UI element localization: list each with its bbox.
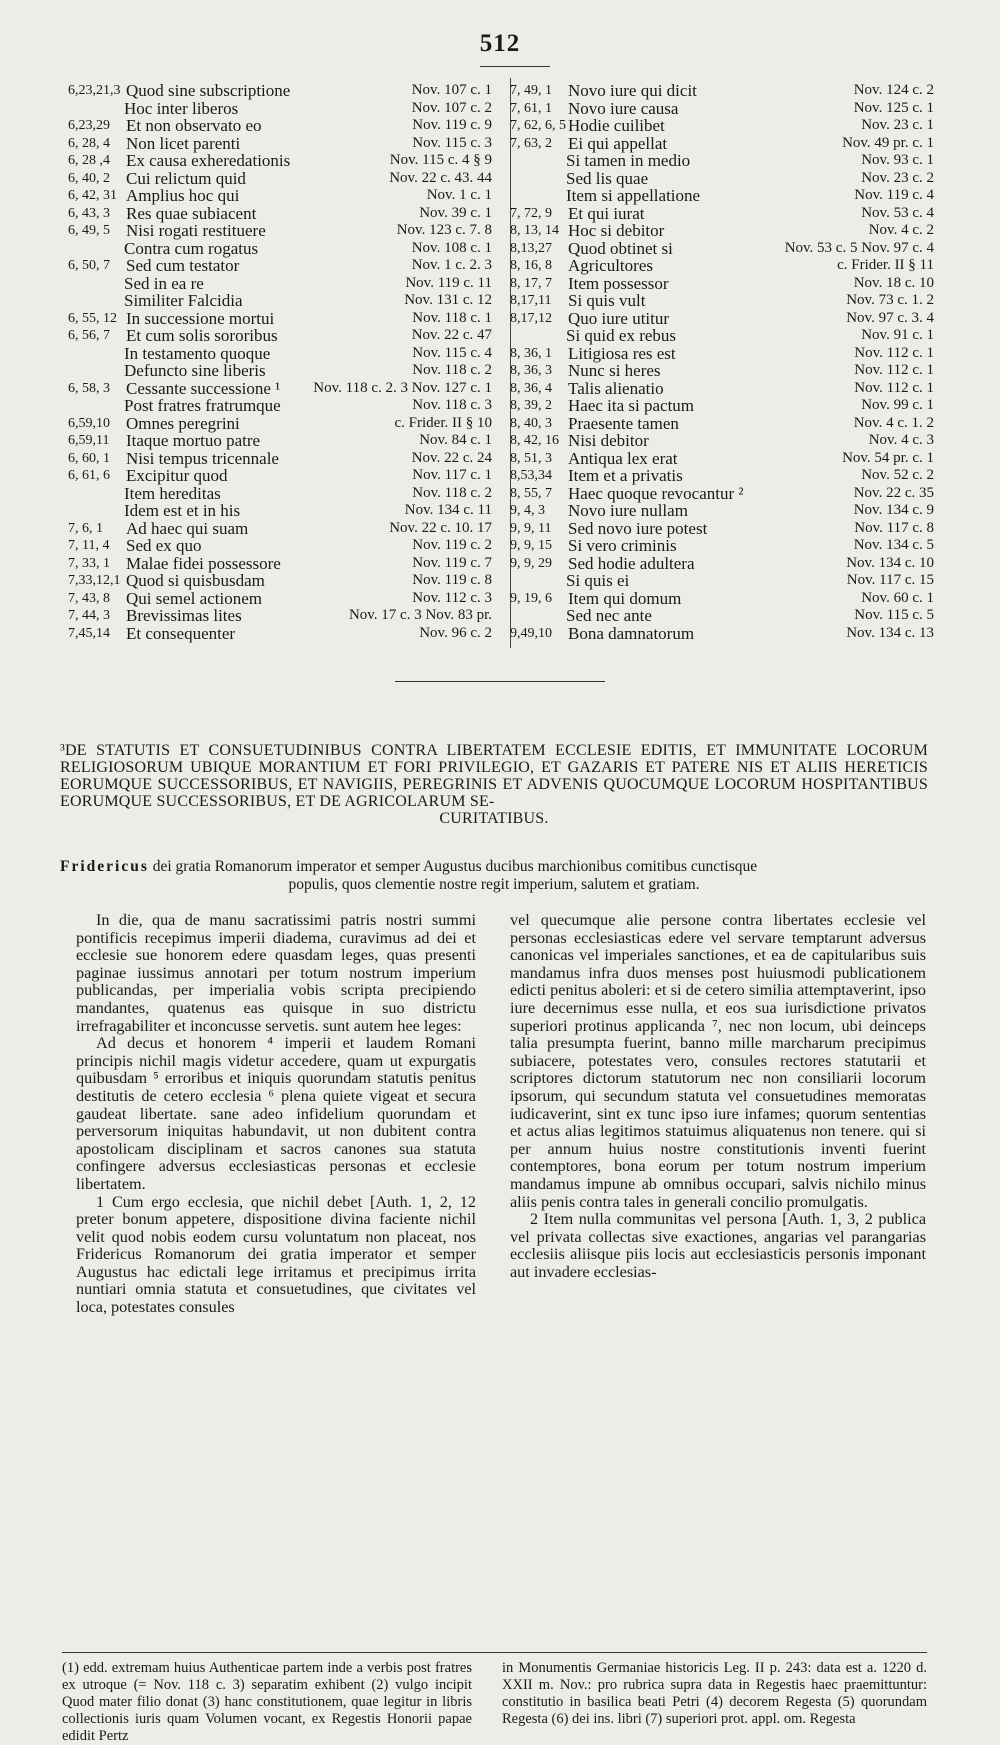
index-row [510,415,934,433]
index-ref: 7,45,14 [68,625,110,641]
index-left-column [68,82,492,642]
index-ref: 6, 61, 6 [68,468,110,483]
index-ref: 7, 49, 1 [510,83,552,98]
body-left-column [76,912,476,1317]
index-ref: 6,23,29 [68,118,110,133]
index-row [510,572,934,590]
index-row [510,310,934,328]
index-phrase: Sed lis quae [566,168,649,188]
salutation-sender: Fridericus [60,858,149,875]
index-ref: 8,17,12 [510,310,552,326]
index-phrase: Nisi rogati restituere [126,221,266,240]
index-phrase: Si quis ei [566,571,630,590]
index-novella-ref: Nov. 118 c. 1 [412,309,492,326]
index-novella-ref: Nov. 49 pr. c. 1 [842,134,934,151]
index-right-column [510,82,934,642]
index-row [68,292,492,310]
index-row [68,257,492,275]
index-novella-ref: Nov. 112 c. 1 [854,379,934,396]
index-row [510,362,934,380]
index-ref: 6, 60, 1 [68,450,110,466]
index-ref: 8,17,11 [510,293,552,308]
index-row [68,520,492,538]
index-novella-ref: Nov. 91 c. 1 [861,327,934,343]
index-ref: 9, 9, 11 [510,520,552,536]
index-novella-ref: Nov. 53 c. 5 Nov. 97 c. 4 [784,239,934,256]
index-novella-ref: Nov. 17 c. 3 Nov. 83 pr. [348,607,492,623]
index-row [510,100,934,118]
index-row [510,257,934,275]
index-phrase: Sed cum testator [126,256,240,275]
index-phrase: Antiqua lex erat [568,448,678,468]
index-ref: 8, 13, 14 [510,223,559,238]
index-ref: 8, 36, 1 [510,345,552,361]
section-heading [60,742,928,827]
index-row [510,187,934,205]
index-row [68,152,492,170]
index-ref: 8, 17, 7 [510,275,552,291]
index-phrase: Similiter Falcidia [124,291,243,310]
index-ref: 7, 43, 8 [68,590,110,606]
index-novella-ref: Nov. 23 c. 1 [861,117,934,133]
index-novella-ref: Nov. 118 c. 3 [412,397,492,413]
index-ref: 7, 6, 1 [68,520,103,536]
index-novella-ref: Nov. 22 c. 43. 44 [389,169,492,186]
index-phrase: In successione mortui [126,308,275,328]
index-phrase: Amplius hoc qui [126,186,240,205]
index-row [68,397,492,415]
index-phrase: Sed ex quo [126,536,202,555]
index-novella-ref: Nov. 22 c. 47 [411,327,492,343]
index-novella-ref: Nov. 53 c. 4 [861,204,934,221]
index-ref: 8, 42, 16 [510,433,559,448]
index-phrase: Idem est et in his [124,501,241,520]
index-row [68,310,492,328]
index-novella-ref: Nov. 22 c. 10. 17 [389,519,492,536]
index-novella-ref: Nov. 134 c. 11 [404,502,492,518]
index-phrase: Item hereditas [124,483,221,503]
index-phrase: Si tamen in medio [566,151,691,170]
index-novella-ref: Nov. 131 c. 12 [404,292,492,308]
index-row [510,450,934,468]
index-novella-ref: Nov. 119 c. 2 [412,537,492,553]
index-novella-ref: c. Frider. II § 10 [394,414,492,431]
index-row [68,380,492,398]
index-ref: 8, 40, 3 [510,415,552,431]
index-ref: 6, 55, 12 [68,310,117,326]
index-novella-ref: Nov. 134 c. 10 [846,554,934,571]
index-row [68,82,492,100]
index-row [510,135,934,153]
heading-last-line: CURITATIBUS. [439,810,549,827]
index-ref: 9, 19, 6 [510,590,552,606]
index-ref: 6, 40, 2 [68,170,110,186]
index-novella-ref: Nov. 1 c. 2. 3 [411,257,492,273]
index-row [68,275,492,293]
index-row [68,485,492,503]
index-phrase: Excipitur quod [126,466,228,485]
index-phrase: Defuncto sine liberis [124,361,266,380]
index-row [510,345,934,363]
index-row [510,327,934,345]
index-novella-ref: Nov. 22 c. 35 [853,484,934,501]
index-row [68,450,492,468]
index-phrase: Nisi debitor [568,431,649,450]
index-phrase: Item si appellatione [566,186,701,205]
index-phrase: Haec quoque revocantur ² [568,483,744,503]
index-novella-ref: Nov. 117 c. 15 [846,572,934,588]
index-row [68,432,492,450]
index-novella-ref: Nov. 119 c. 8 [412,572,492,588]
index-ref: 7, 63, 2 [510,135,552,151]
index-row [510,205,934,223]
index-novella-ref: Nov. 1 c. 1 [426,187,492,203]
index-phrase: Non licet parenti [126,133,241,153]
index-novella-ref: Nov. 119 c. 11 [405,274,492,291]
index-phrase: Res quae subiacent [126,203,257,223]
index-ref: 7, 72, 9 [510,205,552,221]
index-ref: 6, 28, 4 [68,135,110,151]
index-row [68,222,492,240]
index-novella-ref: Nov. 4 c. 2 [868,222,934,238]
index-novella-ref: Nov. 107 c. 1 [411,82,492,98]
body-paragraph: In die, qua de manu sacratissimi patris nostri summi pontificis recepimus imperii diadema, curavimus ad dei et ecclesie sue honorem edere quasdam leges, quas presenti paginae iussimus annotari per totum nostrum imperium publicandas, per imperialia vobis scripta precipiendo mandantes, quatenus eas quisque in suo districtu irrefragabiliter et inconcusse servetis. sunt autem hee leges: [76,911,476,1035]
index-phrase: Sed hodie adultera [568,553,695,573]
index-ref: 8, 51, 3 [510,450,552,466]
index-row [510,240,934,258]
index-novella-ref: Nov. 119 c. 7 [412,554,492,571]
salutation-text: dei gratia Romanorum imperator et semper Augustus ducibus marchionibus comitibus cunctisque [152,858,758,875]
index-ref: 9, 9, 15 [510,538,552,553]
index-phrase: Novo iure qui dicit [568,81,697,100]
index-phrase: Itaque mortuo patre [126,431,261,450]
footnote-text: (1) edd. extremam huius Authenticae partem inde a verbis post fratres ex utroque (= Nov. 118 c. 3) separatim exhibent (2) vulgo incipit Quod mater filio donat (3) hanc constitutionem, quae legitur in libris collectionis iuris quam Volumen vocant, ex Regestis Honorii papae edidit Pertz [62,1660,472,1744]
body-paragraph: Ad decus et honorem ⁴ imperii et laudem Romani principis nichil magis videtur accedere, quam ut expurgatis quibusdam ⁵ erroribus et iniquis quorundam statutis penitus destitutis de cetero ecclesia ⁶ plena quiete vigeat et secura gaudeat libertate. sane adeo infidelium quorundam et perversorum iniquitas habundavit, ut non dubitent contra apostolicam disciplinam et sacros canones sua statuta confingere adversus ecclesiasticas personas et ecclesie libertatem. [76,1034,476,1193]
index-ref: 9, 4, 3 [510,503,545,518]
index-row [68,345,492,363]
index-phrase: Cui relictum quid [126,168,246,188]
index-row [68,590,492,608]
index-phrase: In testamento quoque [124,343,271,363]
index-ref: 7,33,12,1 [68,573,121,588]
index-novella-ref: Nov. 39 c. 1 [419,204,492,221]
index-row [68,187,492,205]
index-row [68,415,492,433]
index-ref: 8, 36, 3 [510,363,552,378]
index-ref: 9,49,10 [510,625,552,641]
footnotes-left [62,1660,472,1745]
index-phrase: Si vero criminis [568,536,677,555]
index-phrase: Item possessor [568,273,669,293]
index-row [510,170,934,188]
index-novella-ref: Nov. 115 c. 3 [412,134,492,151]
index-ref: 6,59,11 [68,433,110,448]
index-novella-ref: Nov. 112 c. 1 [854,362,934,378]
index-phrase: Item qui domum [568,588,682,608]
index-phrase: Et non observato eo [126,116,262,135]
index-phrase: Hoc si debitor [568,221,665,240]
index-novella-ref: Nov. 99 c. 1 [861,397,934,413]
index-row [510,82,934,100]
index-phrase: Malae fidei possessore [126,553,281,573]
index-row [68,467,492,485]
index-novella-ref: Nov. 125 c. 1 [853,99,934,116]
index-novella-ref: Nov. 107 c. 2 [411,99,492,116]
index-ref: 6,23,21,3 [68,83,121,98]
index-phrase: Cessante successione ¹ [126,378,281,398]
index-row [510,555,934,573]
index-novella-ref: Nov. 117 c. 8 [854,519,934,536]
index-phrase: Ei qui appellat [568,133,668,153]
index-phrase: Quod si quisbusdam [126,571,265,590]
index-ref: 8,53,34 [510,468,552,483]
index-ref: 6, 56, 7 [68,328,110,343]
index-phrase: Qui semel actionem [126,588,262,608]
index-ref: 6, 49, 5 [68,223,110,238]
index-phrase: Si quis vult [568,291,646,310]
index-row [510,537,934,555]
index-row [68,625,492,643]
index-phrase: Si quid ex rebus [566,326,677,345]
heading-main: ³DE STATUTIS ET CONSUETUDINIBUS CONTRA LIBERTATEM ECCLESIE EDITIS, ET IMMUNITATE LOCORUM RELIGIOSORUM UBIQUE MORANTIUM ET FORI PRIVILEGIO, ET GAZARIS ET PATERE NIS ET ALIIS HERETICIS EORUMQUE SUCCESSORIBUS, ET NAVIGIIS, PEREGRINIS ET ADVENIS QUOCUMQUE LOCORUM HOSPITANTIBUS EORUMQUE SUCCESSORIBUS, ET DE AGRICOLARUM SE- [60,742,928,810]
index-row [510,222,934,240]
index-phrase: Novo iure causa [568,98,679,118]
index-novella-ref: Nov. 115 c. 4 § 9 [389,152,492,168]
body-paragraph: 2 Item nulla communitas vel persona [Auth. 1, 3, 2 publica vel privata collectas sive exactiones, angarias vel parangarias ecclesiis aliisque piis locis aut ecclesiasticis personis imponant aut invadere ecclesias- [510,1210,926,1281]
index-ref: 7, 33, 1 [68,555,110,571]
index-row [68,555,492,573]
index-phrase: Agricultores [568,256,653,275]
index-novella-ref: Nov. 134 c. 5 [853,537,934,553]
index-row [510,117,934,135]
index-novella-ref: Nov. 73 c. 1. 2 [846,292,934,308]
footnote-text: in Monumentis Germaniae historicis Leg. II p. 243: data est a. 1220 d. XXII m. Nov.: pro rubrica supra data in Regestis haec praemittuntur: constitutio in basilica beati Petri (4) decorem Regesta (5) quorundam Regesta (6) dei ins. libri (7) superiori prot. appl. om. Regesta [502,1660,927,1727]
index-phrase: Item et a privatis [568,466,683,485]
index-row [68,117,492,135]
index-phrase: Nisi tempus tricennale [126,448,279,468]
section-separator [395,681,605,682]
index-ref: 8, 55, 7 [510,485,552,501]
index-phrase: Post fratres fratrumque [124,396,281,415]
index-phrase: Et cum solis sororibus [126,326,278,345]
index-novella-ref: Nov. 60 c. 1 [861,589,934,606]
index-row [510,380,934,398]
index-row [68,205,492,223]
index-novella-ref: Nov. 54 pr. c. 1 [842,449,934,466]
index-phrase: Et consequenter [126,623,236,643]
index-row [68,240,492,258]
index-ref: 6, 42, 31 [68,188,117,203]
index-ref: 7, 11, 4 [68,538,110,553]
index-ref: 8, 39, 2 [510,398,552,413]
index-ref: 6,59,10 [68,415,110,431]
index-phrase: Contra cum rogatus [124,238,259,258]
body-paragraph: vel quecumque alie persone contra libertates ecclesie vel personas ecclesiasticas edere vel servare temptarunt adversus canonicas vel imperiales sanctiones, et ea de capitularibus suis mandamus infra duos menses post huiusmodi publicationem edicti penitus aboleri: et si de cetero similia attemptaverint, ipso iure decernimus esse nulla, et eos sua iurisdictione privatos superiori protinus applicanda ⁷, nec non locum, ubi deinceps talia presumpta fuerint, banno mille marcharum precipimus subiacere, potestates vero, consules rectores statutarii et scriptores dictorum statutorum nec non consiliarii locorum ipsorum, qui secundum statuta vel consuetudines memoratas iudicaverint, sint ex tunc ipso iure infames; quorum sententias et actus alias legitimos statuimus aliquatenus non tenere. qui si per annum huius nostre constitutionis inventi fuerint contemptores, bona eorum per totum nostrum imperium mandamus impune ab omnibus occupari, salvis nichilo minus aliis penis contra tales in generali concilio promulgatis. [510,911,926,1211]
index-ref: 9, 9, 29 [510,555,552,571]
index-novella-ref: Nov. 117 c. 1 [412,467,492,483]
index-row [510,292,934,310]
index-novella-ref: Nov. 96 c. 2 [419,624,492,641]
index-row [68,502,492,520]
index-row [510,520,934,538]
index-phrase: Haec ita si pactum [568,396,695,415]
index-row [510,502,934,520]
page-number: 512 [479,30,521,57]
index-row [510,485,934,503]
index-row [510,625,934,643]
index-novella-ref: Nov. 4 c. 1. 2 [853,414,934,431]
index-row [68,327,492,345]
index-novella-ref: Nov. 118 c. 2. 3 Nov. 127 c. 1 [313,379,492,396]
index-novella-ref: Nov. 4 c. 3 [868,432,934,448]
index-novella-ref: Nov. 23 c. 2 [861,169,934,186]
index-phrase: Novo iure nullam [568,501,688,520]
index-novella-ref: Nov. 115 c. 5 [854,607,934,623]
index-row [68,537,492,555]
index-row [510,397,934,415]
index-phrase: Praesente tamen [568,413,679,433]
index-novella-ref: Nov. 93 c. 1 [861,152,934,168]
salutation [60,858,928,894]
index-ref: 8, 16, 8 [510,258,552,273]
index-novella-ref: Nov. 108 c. 1 [411,239,492,256]
index-novella-ref: Nov. 97 c. 3. 4 [846,309,934,326]
page-number-rule [480,66,550,67]
index-row [510,275,934,293]
index-novella-ref: c. Frider. II § 11 [837,257,934,273]
index-ref: 6, 43, 3 [68,205,110,221]
index-phrase: Quod obtinet si [568,238,673,258]
footnote-rule [62,1652,927,1653]
index-ref: 7, 44, 3 [68,608,110,623]
footnotes-right [502,1660,927,1728]
body-right-column [510,912,926,1281]
index-row [68,362,492,380]
index-phrase: Sed in ea re [124,273,204,293]
index-novella-ref: Nov. 115 c. 4 [412,344,492,361]
index-novella-ref: Nov. 124 c. 2 [853,82,934,98]
index-phrase: Sed nec ante [566,606,652,625]
index-novella-ref: Nov. 84 c. 1 [419,432,492,448]
index-row [510,467,934,485]
index-ref: 7, 61, 1 [510,100,552,116]
index-phrase: Ad haec qui suam [126,518,249,538]
index-novella-ref: Nov. 112 c. 1 [854,344,934,361]
index-novella-ref: Nov. 134 c. 13 [846,624,934,641]
index-phrase: Sed novo iure potest [568,518,708,538]
index-novella-ref: Nov. 119 c. 9 [412,117,492,133]
index-phrase: Nunc si heres [568,361,661,380]
index-phrase: Hoc inter liberos [124,98,239,118]
index-phrase: Talis alienatio [568,378,664,398]
index-novella-ref: Nov. 112 c. 3 [412,589,492,606]
index-row [510,432,934,450]
index-row [68,607,492,625]
index-ref: 6, 28 ,4 [68,153,110,168]
index-phrase: Omnes peregrini [126,413,240,433]
index-ref: 8,13,27 [510,240,552,256]
index-row [510,607,934,625]
index-novella-ref: Nov. 118 c. 2 [412,362,492,378]
index-novella-ref: Nov. 18 c. 10 [853,274,934,291]
index-row [68,572,492,590]
index-phrase: Quod sine subscriptione [126,81,291,100]
index-phrase: Quo iure utitur [568,308,670,328]
index-novella-ref: Nov. 22 c. 24 [411,449,492,466]
index-row [510,590,934,608]
index-phrase: Brevissimas lites [126,606,242,625]
index-row [68,135,492,153]
index-phrase: Ex causa exheredationis [126,151,291,170]
index-phrase: Et qui iurat [568,203,645,223]
index-row [68,100,492,118]
body-paragraph: 1 Cum ergo ecclesia, que nichil debet [Auth. 1, 2, 12 preter bonum appetere, dispositione divina faciente nichil velit quod nobis eodem cursu voluntatum non placeat, nos Fridericus Romanorum dei gratia imperator et semper Augustus hac edictali lege irritamus et precipimus irrita nuntiari omnia statuta et consuetudines, que civitates vel loca, potestates consules [76,1192,476,1317]
index-row [510,152,934,170]
index-novella-ref: Nov. 118 c. 2 [412,484,492,501]
index-novella-ref: Nov. 123 c. 7. 8 [396,222,492,238]
index-row [68,170,492,188]
index-ref: 6, 58, 3 [68,380,110,396]
index-ref: 6, 50, 7 [68,258,110,273]
index-phrase: Hodie cuilibet [568,116,665,135]
index-phrase: Bona damnatorum [568,623,695,643]
index-novella-ref: Nov. 52 c. 2 [861,467,934,483]
index-ref: 8, 36, 4 [510,380,552,396]
index-novella-ref: Nov. 134 c. 9 [853,502,934,518]
salutation-continuation: populis, quos clementie nostre regit imperium, salutem et gratiam. [288,876,700,893]
index-phrase: Litigiosa res est [568,343,676,363]
index-novella-ref: Nov. 119 c. 4 [854,187,934,203]
index-ref: 7, 62, 6, 5 [510,118,566,133]
